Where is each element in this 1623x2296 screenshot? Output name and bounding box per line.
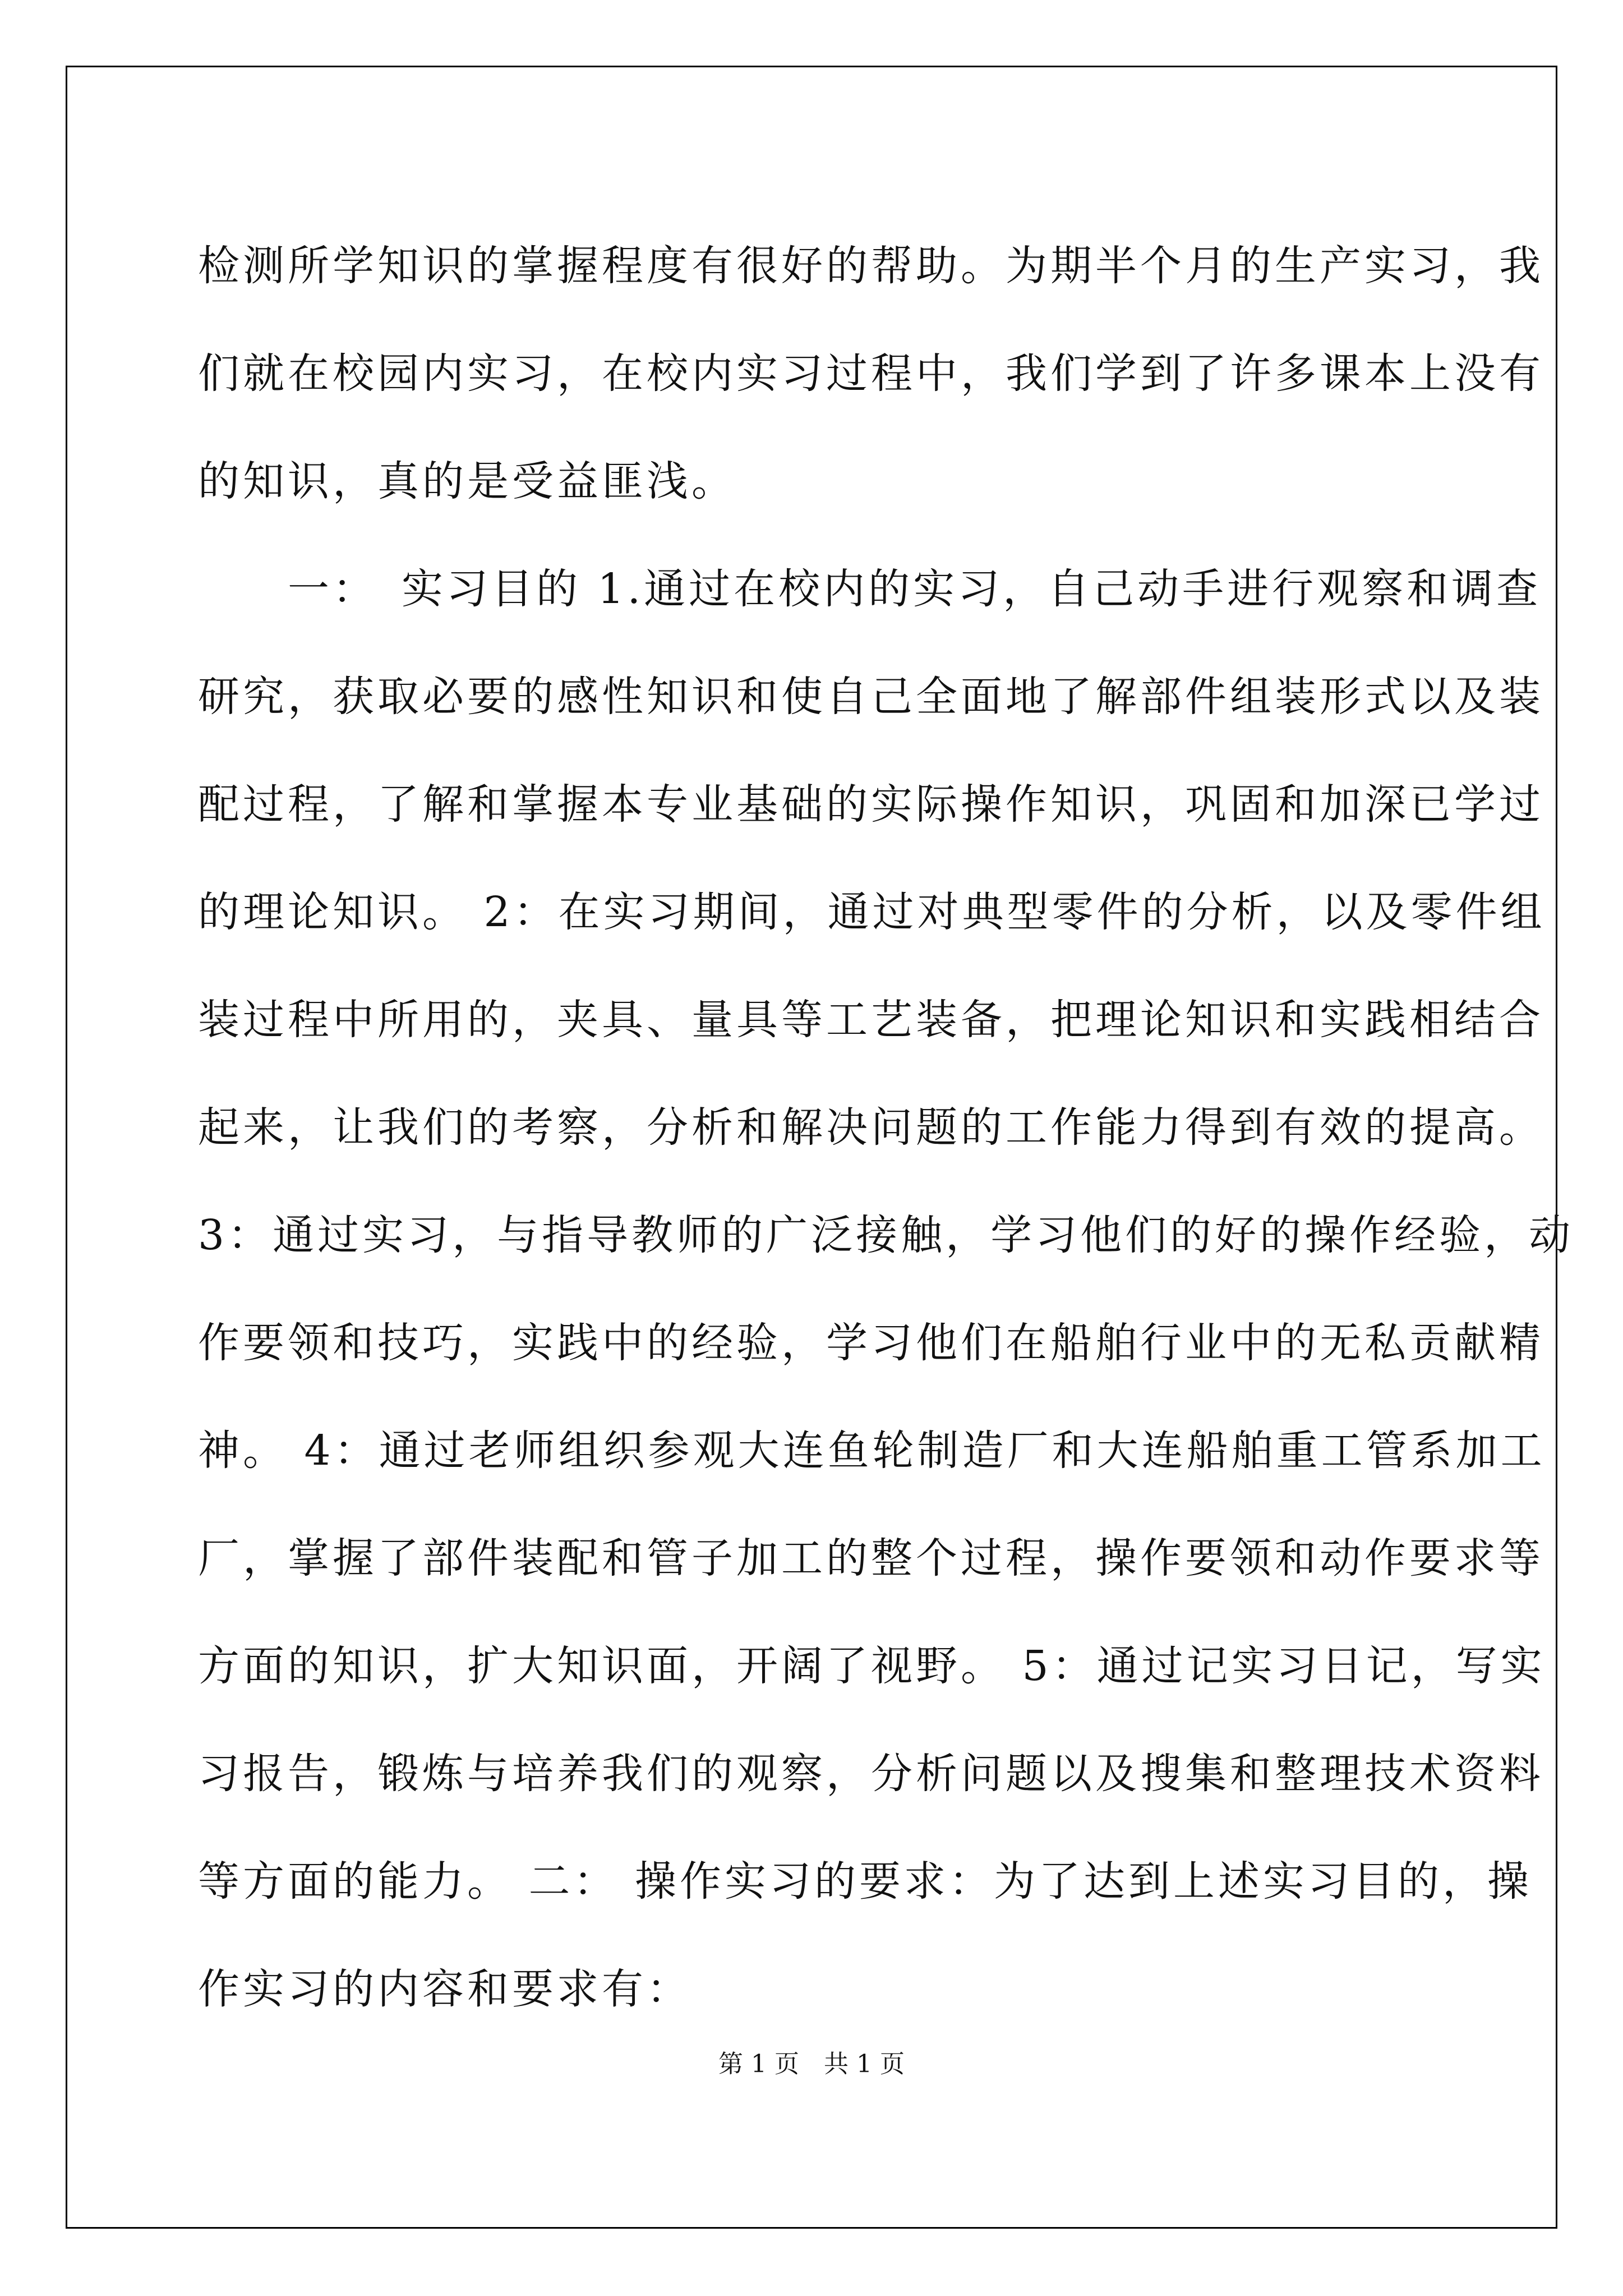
text-line: 的知识，真的是受益匪浅。 bbox=[198, 457, 736, 505]
text-line: 检测所学知识的掌握程度有很好的帮助。为期半个月的生产实习，我 bbox=[198, 242, 1544, 290]
text-line: 作实习的内容和要求有： bbox=[198, 1965, 691, 2013]
text-line: 装过程中所用的，夹具、量具等工艺装备，把理论知识和实践相结合 bbox=[198, 996, 1544, 1044]
text-line: 配过程，了解和掌握本专业基础的实际操作知识，巩固和加深已学过 bbox=[198, 780, 1544, 829]
text-line: 作要领和技巧，实践中的经验，学习他们在船舶行业中的无私贡献精 bbox=[198, 1319, 1544, 1367]
text-line: 习报告，锻炼与培养我们的观察，分析问题以及搜集和整理技术资料 bbox=[198, 1750, 1544, 1798]
text-line: 神。 4：通过老师组织参观大连鱼轮制造厂和大连船舶重工管系加工 bbox=[198, 1427, 1546, 1475]
text-line: 厂，掌握了部件装配和管子加工的整个过程，操作要领和动作要求等 bbox=[198, 1534, 1544, 1582]
text-line: 们就在校园内实习，在校内实习过程中，我们学到了许多课本上没有 bbox=[198, 349, 1544, 398]
text-line: 的理论知识。 2：在实习期间，通过对典型零件的分析，以及零件组 bbox=[198, 888, 1546, 936]
text-line: 方面的知识，扩大知识面，开阔了视野。 5：通过记实习日记，写实 bbox=[198, 1642, 1546, 1690]
text-line: 一： 实习目的 1.通过在校内的实习，自己动手进行观察和调查 bbox=[198, 565, 1542, 613]
body-text bbox=[198, 212, 1574, 2043]
page-footer bbox=[0, 2047, 1623, 2081]
page-number: 第 1 页 共 1 页 bbox=[718, 2050, 905, 2078]
text-line: 3：通过实习，与指导教师的广泛接触，学习他们的好的操作经验，动 bbox=[198, 1211, 1574, 1259]
text-line: 起来，让我们的考察，分析和解决问题的工作能力得到有效的提高。 bbox=[198, 1103, 1544, 1152]
text-line: 等方面的能力。 二： 操作实习的要求：为了达到上述实习目的，操 bbox=[198, 1857, 1533, 1906]
text-line: 研究，获取必要的感性知识和使自己全面地了解部件组装形式以及装 bbox=[198, 673, 1544, 721]
